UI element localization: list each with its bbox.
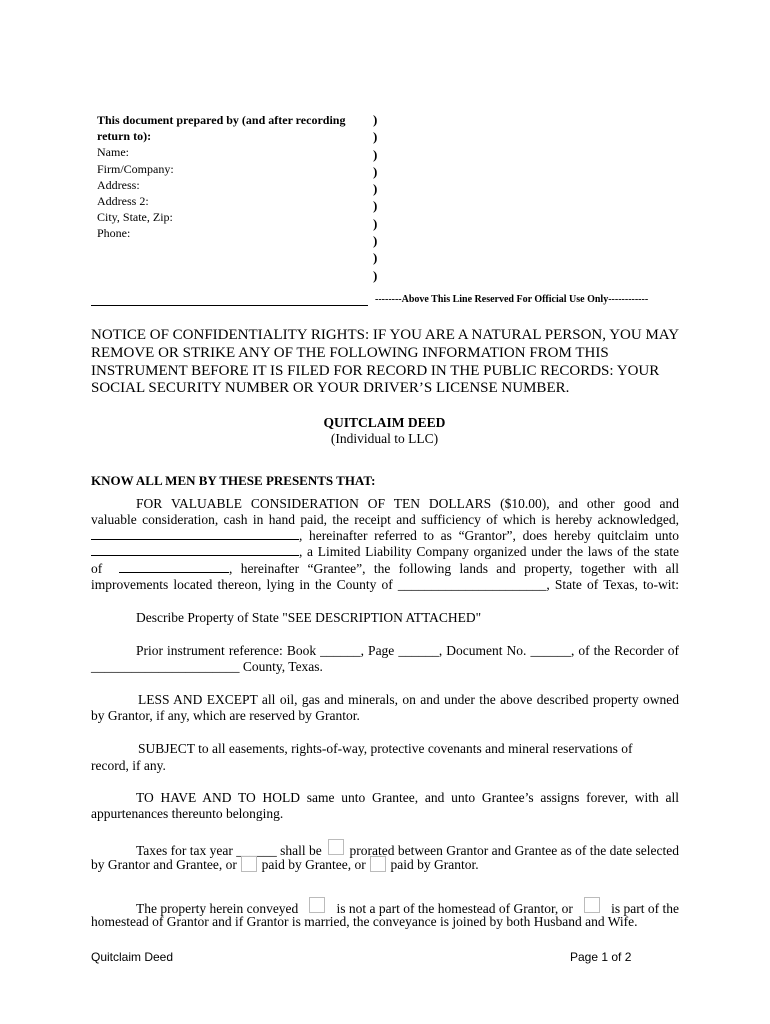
homestead-text-1: The property herein conveyed — [136, 901, 299, 916]
address-label: Address: — [97, 177, 140, 192]
paren: ) — [373, 129, 378, 145]
less-except-line1: LESS AND EXCEPT all oil, gas and minerals, on and under the above described property owned — [138, 692, 679, 707]
is-homestead-checkbox[interactable] — [584, 897, 600, 913]
taxes-text-4: paid by Grantee, or — [261, 857, 366, 872]
describe-property: Describe Property of State "SEE DESCRIPTION ATTACHED" — [136, 610, 482, 625]
paren: ) — [373, 163, 378, 179]
paren: ) — [373, 250, 378, 266]
paren: ) — [373, 267, 378, 283]
confidentiality-notice: NOTICE OF CONFIDENTIALITY RIGHTS: IF YOU ARE A NATURAL PERSON, YOU MAY REMOVE OR STRIKE ANY OF THE FOLLOWING INFORMATION FROM THIS INSTRUMENT BEFORE IT IS FILED FOR RECORD IN THE PUBLIC RECORDS: YOUR SOCIAL SECURITY NUMBER OR YOUR DRIVER’S LICENSE NUMBER. — [91, 327, 679, 397]
state-line — [91, 561, 679, 577]
firm-label: Firm/Company: — [97, 161, 174, 176]
homestead-text-2: is not a part of the homestead of Grantor, or — [336, 901, 573, 916]
grantor-line-text: , hereinafter referred to as “Grantor”, does hereby quitclaim unto — [299, 528, 679, 543]
preparer-heading-line2: return to): — [97, 129, 152, 144]
paren-column — [373, 111, 377, 284]
habendum-line2: appurtenances thereunto belonging. — [91, 806, 284, 821]
paren: ) — [373, 112, 378, 127]
prior-instrument-line1: Prior instrument reference: Book ______, Page ______, Document No. ______, of the Recorder of — [136, 643, 679, 658]
taxes-text-2: prorated between Grantor and Grantee as of the date selected — [349, 843, 679, 858]
consideration-line1: FOR VALUABLE CONSIDERATION OF TEN DOLLARS ($10.00), and other good and — [136, 496, 679, 511]
not-homestead-checkbox[interactable] — [309, 897, 325, 913]
consideration-line2: valuable consideration, cash in hand paid, the receipt and sufficiency of which is hereby acknowledged, — [91, 512, 679, 527]
habendum-line1: TO HAVE AND TO HOLD same unto Grantee, and unto Grantee’s assigns forever, with all — [136, 790, 679, 805]
taxes-text-1: Taxes for tax year ______ shall be — [136, 843, 322, 858]
prior-instrument-line2: ______________________ County, Texas. — [91, 659, 323, 674]
taxes-text-5: paid by Grantor. — [390, 857, 479, 872]
phone-label: Phone: — [97, 226, 131, 241]
state-line-text: , hereinafter “Grantee”, the following lands and property, together with all — [229, 561, 679, 576]
preparer-heading-line1: This document prepared by (and after recording — [97, 113, 346, 127]
preparer-block — [97, 112, 377, 242]
grantee-line — [91, 544, 679, 560]
grantee-name-blank[interactable] — [91, 544, 299, 556]
grantor-line — [91, 528, 679, 544]
official-use-note: --------Above This Line Reserved For Official Use Only------------ — [375, 294, 649, 305]
homestead-text-3: is part of the — [611, 901, 679, 916]
document-title: QUITCLAIM DEED — [323, 415, 446, 430]
name-label: Name: — [97, 145, 129, 160]
grantee-line-text: , a Limited Liability Company organized under the laws of the state — [299, 544, 679, 559]
address2-label: Address 2: — [97, 194, 149, 209]
taxes-text-3: by Grantor and Grantee, or — [91, 857, 237, 872]
homestead-line2: homestead of Grantor and if Grantor is married, the conveyance is joined by both Husband and Wife. — [91, 914, 638, 929]
paren: ) — [373, 146, 378, 162]
subject-line2: record, if any. — [91, 758, 166, 773]
document-subtitle: (Individual to LLC) — [330, 431, 439, 446]
state-blank[interactable] — [119, 561, 229, 573]
less-except-line2: by Grantor, if any, which are reserved by Grantor. — [91, 708, 360, 723]
know-all-heading: KNOW ALL MEN BY THESE PRESENTS THAT: — [91, 473, 376, 488]
footer-page-number: Page 1 of 2 — [570, 950, 632, 964]
paren: ) — [373, 181, 378, 197]
paid-by-grantor-checkbox[interactable] — [370, 856, 386, 872]
subject-line1: SUBJECT to all easements, rights-of-way, protective covenants and mineral reservations of — [138, 741, 633, 756]
city-state-zip-label: City, State, Zip: — [97, 210, 173, 225]
taxes-line2 — [91, 856, 679, 873]
recording-divider — [91, 305, 368, 306]
paren: ) — [373, 233, 378, 249]
county-line: improvements located thereon, lying in the County of ______________________, State of Texas, to-wit: — [91, 577, 679, 592]
prorated-checkbox[interactable] — [328, 839, 344, 855]
grantor-name-blank[interactable] — [91, 528, 299, 540]
paren: ) — [373, 215, 378, 231]
paid-by-grantee-checkbox[interactable] — [241, 856, 257, 872]
paren: ) — [373, 198, 378, 214]
footer-document-name: Quitclaim Deed — [91, 950, 174, 964]
of-label: of — [91, 561, 103, 576]
